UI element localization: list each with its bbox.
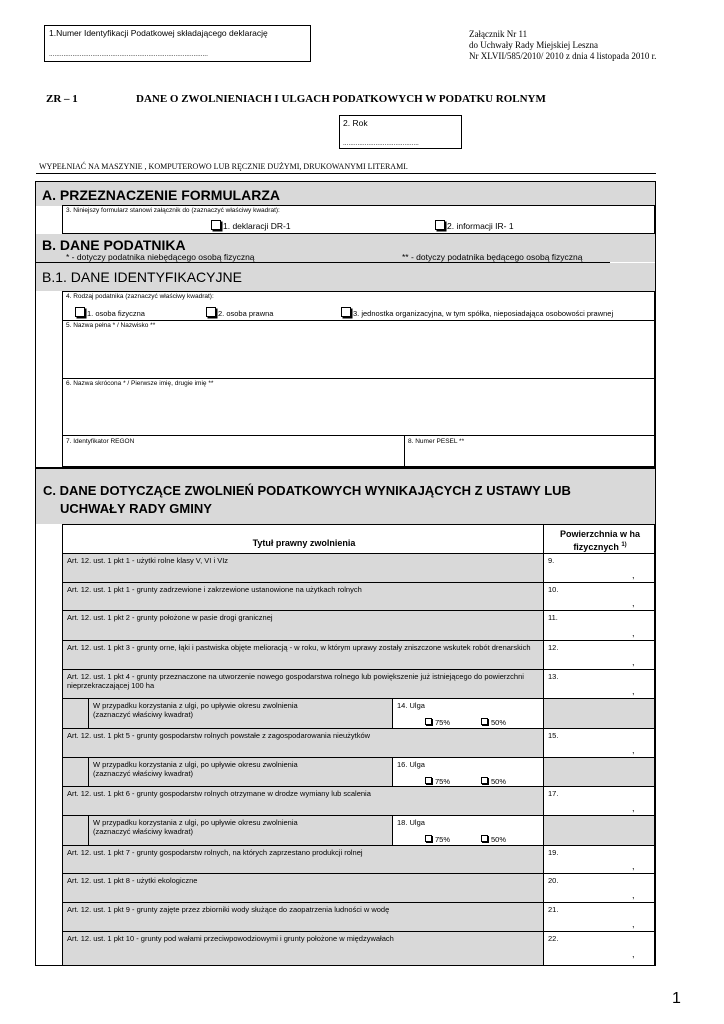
regon-field[interactable] (62, 435, 405, 467)
row-10-title (62, 582, 544, 611)
col-area-line-2: fizycznych (573, 542, 619, 552)
form-title: DANE O ZWOLNIENIACH I ULGACH PODATKOWYCH W PODATKU ROLNYM (136, 93, 546, 105)
year-box[interactable] (339, 115, 462, 149)
row-21-area-field[interactable]: 21. , (543, 902, 655, 932)
row-11-text: Art. 12. ust. 1 pkt 2 - grunty położone w pasie drogi granicznej (67, 613, 273, 622)
relief-16-75-label: 75% (435, 777, 451, 786)
section-a-title: A. PRZEZNACZENIE FORMULARZA (42, 187, 280, 203)
checkbox-icon[interactable] (481, 835, 488, 842)
relief-18-area-blank (543, 815, 655, 846)
type-natural-person[interactable] (75, 307, 145, 318)
relief-14-box (392, 698, 544, 729)
row-21-title (62, 902, 544, 932)
relief-18-50[interactable] (481, 835, 506, 844)
nip-box[interactable] (44, 25, 311, 62)
checkbox-icon[interactable] (481, 777, 488, 784)
year-dots: .......................................... (343, 140, 419, 147)
row-11-title (62, 610, 544, 641)
section-b-note-1: * - dotyczy podatnika niebędącego osobą fizyczną (66, 252, 255, 262)
col-area-header (543, 524, 655, 554)
relief-18-description (88, 815, 393, 846)
col-area-label (544, 529, 656, 553)
row-17-title (62, 786, 544, 816)
row-17-text: Art. 12. ust. 1 pkt 6 - grunty gospodarstw rolnych otrzymane w drodze wymiany lub scalenia (67, 789, 371, 798)
section-b-title: B. DANE PODATNIKA (42, 237, 186, 253)
relief-18-text-1: W przypadku korzystania z ulgi, po upływie okresu zwolnienia (93, 818, 298, 827)
relief-16-indent (62, 757, 89, 787)
type-organizational-unit[interactable] (341, 307, 613, 318)
relief-16-label: 16. Ulga (397, 760, 425, 769)
year-label: 2. Rok (343, 118, 368, 128)
field-4-box (62, 291, 655, 321)
row-11-num: 11. (548, 613, 558, 622)
relief-16-text-2: (zaznaczyć właściwy kwadrat) (93, 769, 194, 778)
relief-16-box (392, 757, 544, 787)
relief-16-50[interactable] (481, 777, 506, 786)
row-17-num: 17. (548, 789, 559, 798)
section-c-header (36, 467, 655, 524)
row-13-area-field[interactable]: 13. , (543, 669, 655, 699)
relief-18-text-2: (zaznaczyć właściwy kwadrat) (93, 827, 194, 836)
type-natural-person-label: 1. osoba fizyczna (87, 309, 145, 318)
row-15-text: Art. 12. ust. 1 pkt 5 - grunty gospodarstw rolnych powstałe z zagospodarowania nieużytków (67, 731, 371, 740)
option-ir1-label: 2. informacji IR- 1 (447, 221, 514, 231)
short-name-field[interactable] (62, 378, 655, 436)
relief-14-75[interactable] (425, 718, 450, 727)
attachment-line-3: Nr XLVII/585/2010/ 2010 z dnia 4 listopada 2010 r. (469, 51, 657, 61)
checkbox-icon[interactable] (435, 220, 445, 230)
row-19-title (62, 845, 544, 874)
relief-14-text-2: (zaznaczyć właściwy kwadrat) (93, 710, 194, 719)
row-22-area-field[interactable]: 22. , (543, 931, 655, 966)
relief-14-indent (62, 698, 89, 729)
row-12-title (62, 640, 544, 670)
row-13-text: Art. 12. ust. 1 pkt 4 - grunty przeznaczone na utworzenie nowego gospodarstwa rolnego lub powiększenie już istniejącego do powierzchni nieprzekraczającej 100 ha (67, 672, 524, 690)
section-b1-title: B.1. DANE IDENTYFIKACYJNE (42, 269, 242, 285)
field-5-label: 5. Nazwa pełna * / Nazwisko ** (66, 322, 156, 329)
field-3-box (62, 205, 655, 234)
relief-16-description (88, 757, 393, 787)
row-10-num: 10. (548, 585, 559, 594)
relief-16-text-1: W przypadku korzystania z ulgi, po upływie okresu zwolnienia (93, 760, 298, 769)
relief-18-label: 18. Ulga (397, 818, 425, 827)
row-13-title (62, 669, 544, 699)
row-19-text: Art. 12. ust. 1 pkt 7 - grunty gospodarstw rolnych, na których zaprzestano produkcji rolnej (67, 848, 363, 857)
option-ir1[interactable] (435, 220, 514, 231)
row-15-area-field[interactable]: 15. , (543, 728, 655, 758)
relief-14-label: 14. Ulga (397, 701, 425, 710)
row-20-num: 20. (548, 876, 559, 885)
option-dr1[interactable] (211, 220, 291, 231)
row-9-text: Art. 12. ust. 1 pkt 1 - użytki rolne klasy V, VI i VIz (67, 556, 229, 565)
relief-14-75-label: 75% (435, 718, 451, 727)
type-legal-person-label: 2. osoba prawna (218, 309, 274, 318)
row-21-num: 21. (548, 905, 559, 914)
relief-14-50[interactable] (481, 718, 506, 727)
field-4-label: 4. Rodzaj podatnika (zaznaczyć właściwy kwadrat): (66, 293, 214, 300)
col-area-line-1: Powierzchnia w ha (559, 529, 641, 539)
checkbox-icon[interactable] (206, 307, 216, 317)
field-8-label: 8. Numer PESEL ** (408, 438, 465, 445)
section-c-divider (36, 467, 655, 469)
fill-instruction: WYPEŁNIAĆ NA MASZYNIE , KOMPUTEROWO LUB RĘCZNIE DUŻYMI, DRUKOWANYMI LITERAMI. (39, 162, 408, 171)
section-c-title-line-2: UCHWAŁY RADY GMINY (60, 501, 212, 516)
section-a-header (36, 182, 655, 206)
col-title-label: Tytuł prawny zwolnienia (252, 538, 356, 548)
relief-16-75[interactable] (425, 777, 450, 786)
checkbox-icon[interactable] (75, 307, 85, 317)
attachment-line-1: Załącznik Nr 11 (469, 29, 528, 39)
field-7-label: 7. Identyfikator REGON (66, 438, 135, 445)
relief-14-50-label: 50% (491, 718, 507, 727)
checkbox-icon[interactable] (425, 718, 432, 725)
row-22-title (62, 931, 544, 966)
relief-18-50-label: 50% (491, 835, 507, 844)
row-11-area-field[interactable]: 11. , (543, 610, 655, 641)
type-organizational-unit-label: 3. jednostka organizacyjna, w tym spółka, nieposiadająca osobowości prawnej (353, 309, 614, 318)
form-code: ZR – 1 (46, 93, 78, 105)
section-c-title-line-1: C. DANE DOTYCZĄCE ZWOLNIEŃ PODATKOWYCH WYNIKAJĄCYCH Z USTAWY LUB (43, 483, 571, 498)
col-title-header (62, 524, 544, 554)
relief-16-50-label: 50% (491, 777, 507, 786)
checkbox-icon[interactable] (481, 718, 488, 725)
row-12-text: Art. 12. ust. 1 pkt 3 - grunty orne, łąki i pastwiska objęte melioracją - w roku, w którym uprawy zostały zniszczone wskutek robót drenarskich (67, 643, 531, 652)
relief-14-text-1: W przypadku korzystania z ulgi, po upływie okresu zwolnienia (93, 701, 298, 710)
row-22-text: Art. 12. ust. 1 pkt 10 - grunty pod wałami przeciwpowodziowymi i grunty położone w międzywałach (67, 934, 394, 943)
field-6-label: 6. Nazwa skrócona * / Pierwsze imię, drugie imię ** (66, 380, 214, 387)
row-21-text: Art. 12. ust. 1 pkt 9 - grunty zajęte przez zbiorniki wody służące do zaopatrzenia ludności w wodę (67, 905, 390, 914)
page-number: 1 (672, 990, 681, 1007)
row-10-text: Art. 12. ust. 1 pkt 1 - grunty zadrzewione i zakrzewione ustanowione na użytkach rolnych (67, 585, 362, 594)
row-9-num: 9. (548, 556, 555, 565)
checkbox-icon[interactable] (211, 220, 221, 230)
attachment-line-2: do Uchwały Rady Miejskiej Leszna (469, 40, 598, 50)
field-3-label: 3. Niniejszy formularz stanowi załącznik do (zaznaczyć właściwy kwadrat): (66, 207, 280, 214)
row-17-area-field[interactable]: 17. , (543, 786, 655, 816)
relief-16-area-blank (543, 757, 655, 787)
checkbox-icon[interactable] (341, 307, 351, 317)
checkbox-icon[interactable] (425, 777, 432, 784)
option-dr1-label: 1. deklaracji DR-1 (223, 221, 291, 231)
row-10-area-field[interactable]: 10. , (543, 582, 655, 611)
row-19-area-field[interactable]: 19. , (543, 845, 655, 874)
row-20-text: Art. 12. ust. 1 pkt 8 - użytki ekologiczne (67, 876, 198, 885)
row-9-area-field[interactable]: 9. , (543, 553, 655, 583)
row-9-title (62, 553, 544, 583)
row-15-num: 15. (548, 731, 559, 740)
nip-label: 1.Numer Identyfikacji Podatkowej składającego deklarację (49, 28, 268, 38)
section-b-note-2: ** - dotyczy podatnika będącego osobą fizyczną (402, 252, 583, 262)
pesel-field[interactable] (404, 435, 655, 467)
relief-18-75[interactable] (425, 835, 450, 844)
row-22-num: 22. (548, 934, 559, 943)
relief-14-area-blank (543, 698, 655, 729)
full-name-field[interactable] (62, 320, 655, 379)
row-15-title (62, 728, 544, 758)
checkbox-icon[interactable] (425, 835, 432, 842)
row-12-area-field[interactable]: 12. , (543, 640, 655, 670)
relief-18-box (392, 815, 544, 846)
row-20-title (62, 873, 544, 903)
row-20-area-field[interactable]: 20. , (543, 873, 655, 903)
row-12-num: 12. (548, 643, 559, 652)
section-b-header (36, 234, 655, 262)
section-b1-header (36, 263, 655, 291)
relief-18-75-label: 75% (435, 835, 451, 844)
type-legal-person[interactable] (206, 307, 273, 318)
row-13-num: 13. (548, 672, 559, 681)
relief-14-description (88, 698, 393, 729)
nip-dots: ........................................................................................ (49, 51, 208, 58)
attachment-note (469, 29, 656, 62)
instruction-underline (36, 173, 656, 174)
row-19-num: 19. (548, 848, 559, 857)
relief-18-indent (62, 815, 89, 846)
col-area-footnote: 1) (621, 542, 627, 548)
